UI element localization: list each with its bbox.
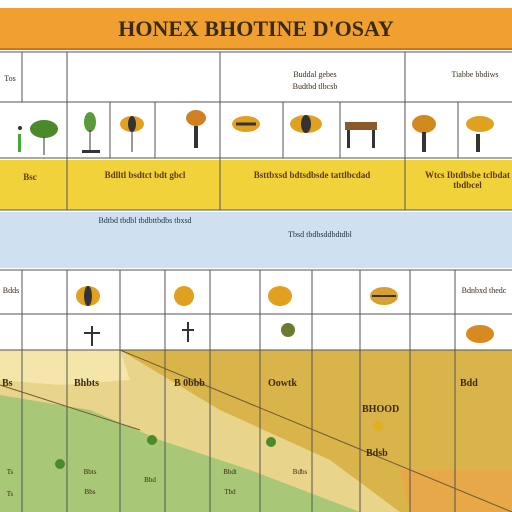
bottom-label-6: BHOOD [362, 404, 400, 415]
flower-icon-b3 [266, 437, 276, 447]
bottom-label-3: B 0bbb [174, 378, 205, 389]
bottom-label-2: Bhbts [74, 378, 100, 389]
small-label-1: Ts [6, 468, 14, 476]
orange-region [400, 470, 512, 512]
cross-icon-b2 [182, 322, 194, 342]
top-header-3: Tiabbe bbdiws [451, 70, 499, 79]
bee-icon-3 [232, 116, 260, 132]
leaf-icon [30, 120, 58, 155]
flower-icon-b2 [373, 421, 383, 431]
bee-icon-b2 [174, 286, 194, 306]
bench-icon [345, 122, 377, 148]
small-label-4: Bbs [84, 488, 96, 496]
cross-icon-b1 [84, 326, 100, 346]
bee-icon-2 [120, 116, 144, 152]
hive-icon [186, 110, 206, 148]
bee-icon-b4 [370, 287, 398, 305]
small-label-2: Ts [6, 490, 14, 498]
flower-icon-b4 [147, 435, 157, 445]
small-label-5: Bbd [144, 476, 156, 484]
yellow-label-4: Wtcs Ibtdbsbe tclbdat tbdbcel [425, 170, 511, 190]
bee-icon-b1 [76, 286, 100, 306]
bee-icon-6 [466, 116, 494, 152]
bottom-label-1: Bs [2, 378, 13, 389]
blue-label-1: Bdtbd tbdbl tbdbttbdbs tbxsd [98, 216, 192, 225]
bottom-label-5: Bdd [460, 378, 478, 389]
small-label-3: Bbts [83, 468, 97, 476]
yellow-label-2: Bdlltl bsdtct bdt gbcl [104, 170, 186, 180]
bottom-label-7: Bdsb [366, 448, 388, 459]
small-label-6: Bbdt [223, 468, 237, 476]
top-row-icons [18, 110, 494, 155]
page-title: HONEX BHOTINE D'OSAY [118, 16, 394, 41]
plant-icon [82, 112, 100, 153]
flower-icon-b1 [281, 323, 295, 337]
bee-icon [18, 126, 22, 152]
top-header-2: Budtbd tlbcsb [292, 82, 338, 91]
light-region [0, 350, 130, 385]
small-label-7: Tbd [224, 488, 236, 496]
yellow-label-1: Bsc [23, 172, 37, 182]
bee-icon-b3 [268, 286, 292, 306]
blue-label-2: Tbsd tbdbsddbdtdbl [288, 230, 352, 239]
bee-icon-5 [412, 115, 436, 152]
top-header-left: Tos [4, 74, 16, 83]
small-label-8: Bdbs [292, 468, 308, 476]
bee-icon-4 [290, 115, 322, 133]
bottom-label-4: Oowtk [268, 378, 297, 389]
yellow-label-3: Bsttbxsd bdtsdbsde tattlbcdad [253, 170, 371, 180]
bottom-header-right: Bdnbxd thedc [461, 286, 507, 295]
flower-icon-b5 [55, 459, 65, 469]
top-header-1: Buddal gebes [293, 70, 337, 79]
bottom-header-left: Bdds [2, 286, 20, 295]
bee-icon-b5 [466, 325, 494, 343]
